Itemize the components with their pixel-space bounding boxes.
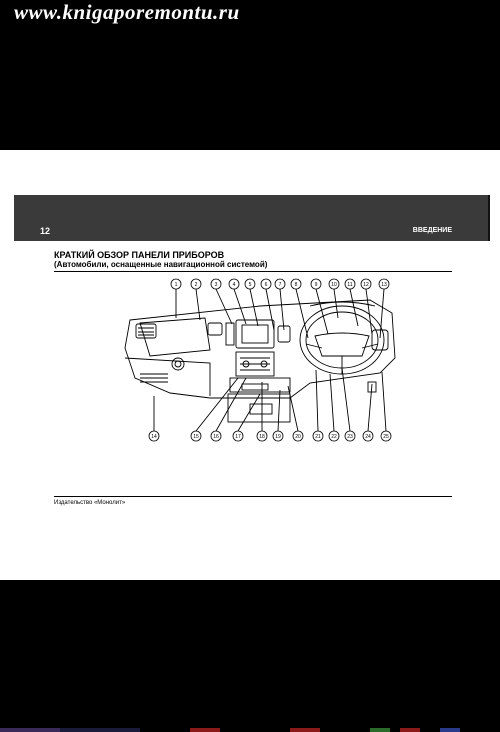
callout-25: 25 xyxy=(383,434,389,440)
bottom-callouts xyxy=(149,431,391,441)
callout-14: 14 xyxy=(151,434,157,440)
manual-page xyxy=(0,150,500,580)
page-title: КРАТКИЙ ОБЗОР ПАНЕЛИ ПРИБОРОВ xyxy=(54,250,225,260)
footer-rule xyxy=(54,496,452,497)
callout-2: 2 xyxy=(194,282,198,288)
callout-3: 3 xyxy=(214,282,218,288)
bottom-color-strip xyxy=(0,728,500,732)
callout-7: 7 xyxy=(278,282,282,288)
callout-24: 24 xyxy=(365,434,371,440)
callout-11: 11 xyxy=(347,282,353,288)
callout-19: 19 xyxy=(275,434,281,440)
callout-20: 20 xyxy=(295,434,301,440)
callout-18: 18 xyxy=(259,434,265,440)
callout-12: 12 xyxy=(363,282,369,288)
callout-22: 22 xyxy=(331,434,337,440)
title-rule xyxy=(54,271,452,272)
page-subtitle: (Автомобили, оснащенные навигационной системой) xyxy=(54,260,268,269)
callout-6: 6 xyxy=(264,282,268,288)
callout-4: 4 xyxy=(232,282,236,288)
callout-15: 15 xyxy=(193,434,199,440)
callout-9: 9 xyxy=(314,282,318,288)
page-header-band xyxy=(14,195,488,241)
callout-10: 10 xyxy=(331,282,337,288)
publisher-credit: Издательство «Монолит» xyxy=(54,500,126,506)
watermark: www.knigaporemontu.ru xyxy=(14,0,240,24)
callout-23: 23 xyxy=(347,434,353,440)
callout-16: 16 xyxy=(213,434,219,440)
callout-17: 17 xyxy=(235,434,241,440)
section-title: ВВЕДЕНИЕ xyxy=(412,227,452,234)
callout-5: 5 xyxy=(248,282,252,288)
callout-8: 8 xyxy=(294,282,298,288)
page-number: 12 xyxy=(40,226,51,236)
dashboard-diagram xyxy=(110,278,410,478)
callout-1: 1 xyxy=(174,282,178,288)
callout-13: 13 xyxy=(381,282,387,288)
callout-21: 21 xyxy=(315,434,321,440)
